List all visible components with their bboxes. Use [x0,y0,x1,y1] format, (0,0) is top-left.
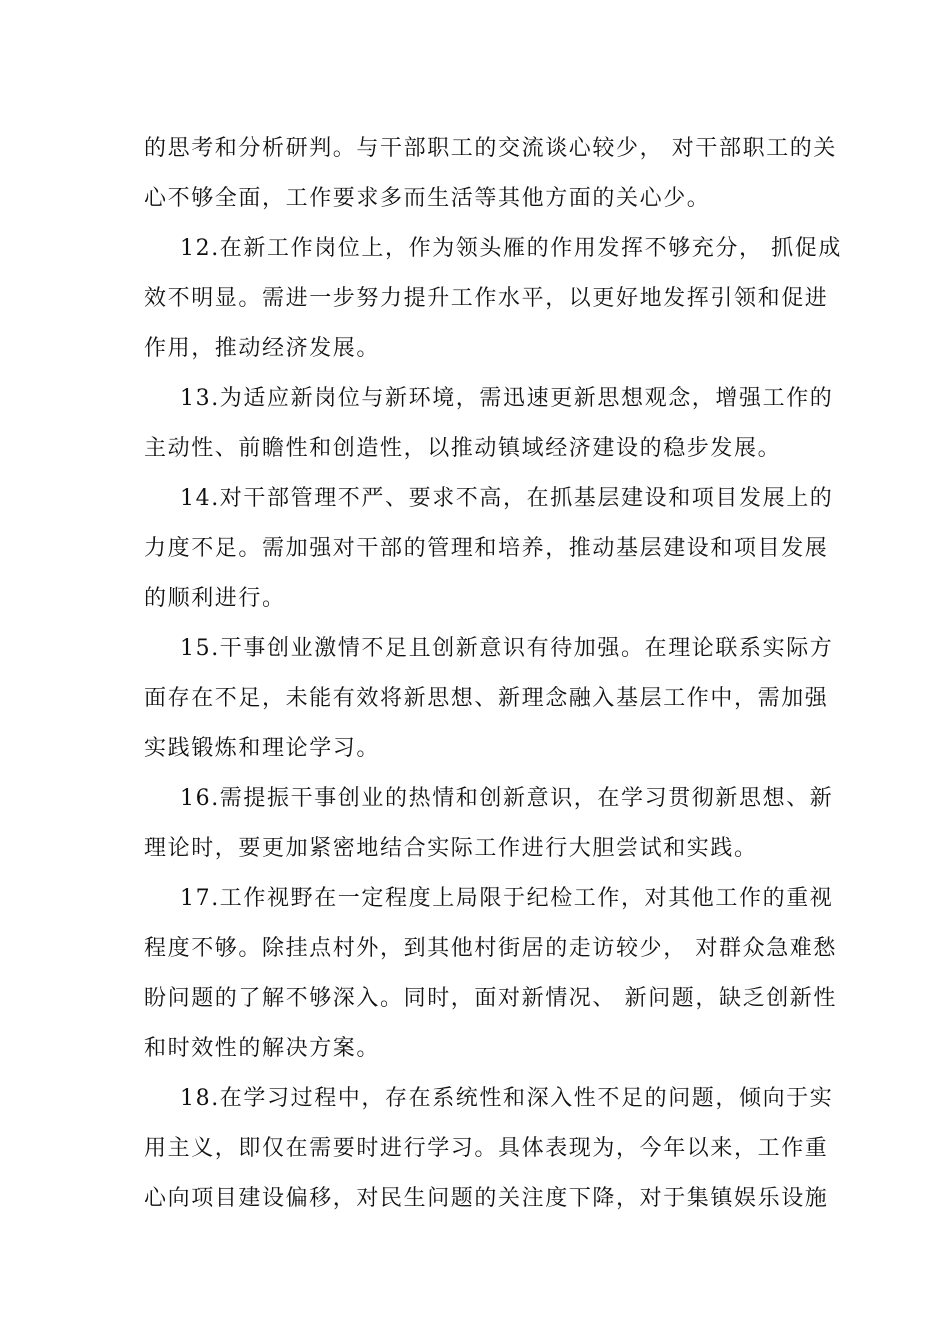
paragraph-16-start: 16.需提振干事创业的热情和创新意识，在学习贯彻新思想、新 [180,786,834,811]
text-line: 的思考和分析研判。与干部职工的交流谈心较少， 对干部职工的关 [144,136,837,161]
text-line: 实践锻炼和理论学习。 [144,736,381,761]
text-line: 程度不够。除挂点村外，到其他村街居的走访较少， 对群众急难愁 [144,936,837,961]
text-line: 主动性、前瞻性和创造性，以推动镇域经济建设的稳步发展。 [144,436,782,461]
text-line: 力度不足。需加强对干部的管理和培养，推动基层建设和项目发展 [144,536,829,561]
paragraph-14-start: 14.对干部管理不严、要求不高，在抓基层建设和项目发展上的 [180,486,834,511]
text-line: 理论时，要更加紧密地结合实际工作进行大胆尝试和实践。 [144,836,758,861]
text-line: 面存在不足，未能有效将新思想、新理念融入基层工作中，需加强 [144,686,829,711]
text-line: 的顺利进行。 [144,586,286,611]
paragraph-15-start: 15.干事创业激情不足且创新意识有待加强。在理论联系实际方 [180,636,834,661]
paragraph-13-start: 13.为适应新岗位与新环境，需迅速更新思想观念，增强工作的 [180,386,834,411]
paragraph-18-start: 18.在学习过程中，存在系统性和深入性不足的问题，倾向于实 [180,1086,834,1111]
text-line: 效不明显。需进一步努力提升工作水平，以更好地发挥引领和促进 [144,286,829,311]
paragraph-17-start: 17.工作视野在一定程度上局限于纪检工作，对其他工作的重视 [180,886,834,911]
text-line: 盼问题的了解不够深入。同时，面对新情况、 新问题，缺乏创新性 [144,986,837,1011]
text-line: 作用，推动经济发展。 [144,336,381,361]
paragraph-12-start: 12.在新工作岗位上，作为领头雁的作用发挥不够充分， 抓促成 [180,236,842,261]
text-line: 心不够全面，工作要求多而生活等其他方面的关心少。 [144,186,711,211]
text-line: 和时效性的解决方案。 [144,1036,381,1061]
text-line: 用主义，即仅在需要时进行学习。具体表现为，今年以来，工作重 [144,1136,829,1161]
text-line: 心向项目建设偏移，对民生问题的关注度下降，对于集镇娱乐设施 [144,1186,829,1211]
